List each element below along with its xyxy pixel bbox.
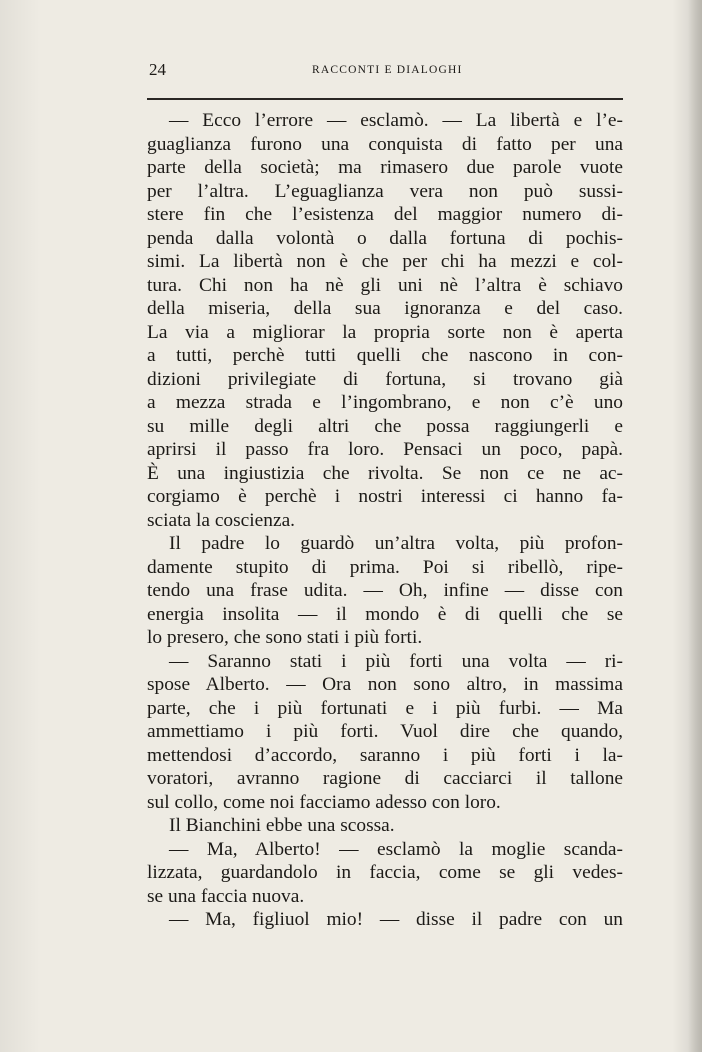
text-line: stere fin che l’esistenza del maggior numero di- <box>147 204 623 225</box>
text-line: È una ingiustizia che rivolta. Se non ce ne ac- <box>147 462 623 484</box>
text-line: mettendosi d’accordo, saranno i più forti i la- <box>147 744 623 766</box>
text-line: ammettiamo i più forti. Vuol dire che quando, <box>147 721 623 742</box>
text-line: sciata la coscienza. <box>147 509 296 531</box>
text-line: lo presero, che sono stati i più forti. <box>147 627 423 648</box>
text-line: simi. La libertà non è che per chi ha mezzi e col- <box>147 251 623 272</box>
text-line: Il Bianchini ebbe una scossa. <box>169 815 395 836</box>
running-title: RACCONTI E DIALOGHI <box>312 64 463 76</box>
text-line: — Ma, figliuol mio! — disse il padre con un <box>169 909 623 930</box>
text-line: guaglianza furono una conquista di fatto per una <box>147 133 623 155</box>
text-line: aprirsi il passo fra loro. Pensaci un poco, papà. <box>147 439 623 460</box>
text-line: tura. Chi non ha nè gli uni nè l’altra è schiavo <box>147 274 623 296</box>
text-line: corgiamo è perchè i nostri interessi ci hanno fa- <box>147 486 623 507</box>
text-line: parte, che i più fortunati e i più furbi. — Ma <box>147 697 623 719</box>
page-header <box>147 60 623 86</box>
text-line: a mezza strada e l’ingombrano, e non c’è uno <box>147 392 623 413</box>
text-line: voratori, avranno ragione di cacciarci il tallone <box>147 768 623 789</box>
body-text <box>147 109 623 932</box>
text-line: Il padre lo guardò un’altra volta, più profon- <box>169 533 623 554</box>
text-line: sul collo, come noi facciamo adesso con loro. <box>147 791 501 813</box>
text-line: dizioni privilegiate di fortuna, si trovano già <box>147 368 623 390</box>
text-line: spose Alberto. — Ora non sono altro, in massima <box>147 674 623 695</box>
text-line: energia insolita — il mondo è di quelli che se <box>147 603 623 625</box>
text-line: damente stupito di prima. Poi si ribellò, ripe- <box>147 556 623 578</box>
text-line: tendo una frase udita. — Oh, infine — disse con <box>147 580 623 601</box>
page-edge-shadow <box>688 0 702 1052</box>
text-line: se una faccia nuova. <box>147 885 305 907</box>
text-line: La via a migliorar la propria sorte non è aperta <box>147 321 623 343</box>
text-line: penda dalla volontà o dalla fortuna di pochis- <box>147 227 623 249</box>
text-line: parte della società; ma rimasero due parole vuote <box>147 157 623 178</box>
text-line: — Saranno stati i più forti una volta — ri- <box>169 650 623 672</box>
text-line: della miseria, della sua ignoranza e del caso. <box>147 298 623 319</box>
text-line: a tutti, perchè tutti quelli che nascono in con- <box>147 345 623 366</box>
header-rule <box>147 98 623 100</box>
text-line: su mille degli altri che possa raggiungerli e <box>147 415 623 437</box>
text-line: per l’altra. L’eguaglianza vera non può sussi- <box>147 180 623 202</box>
text-line: lizzata, guardandolo in faccia, come se gli vedes- <box>147 862 623 883</box>
text-line: — Ma, Alberto! — esclamò la moglie scanda- <box>169 838 623 860</box>
page-number: 24 <box>149 60 166 79</box>
text-line: — Ecco l’errore — esclamò. — La libertà e l’e- <box>169 110 623 131</box>
